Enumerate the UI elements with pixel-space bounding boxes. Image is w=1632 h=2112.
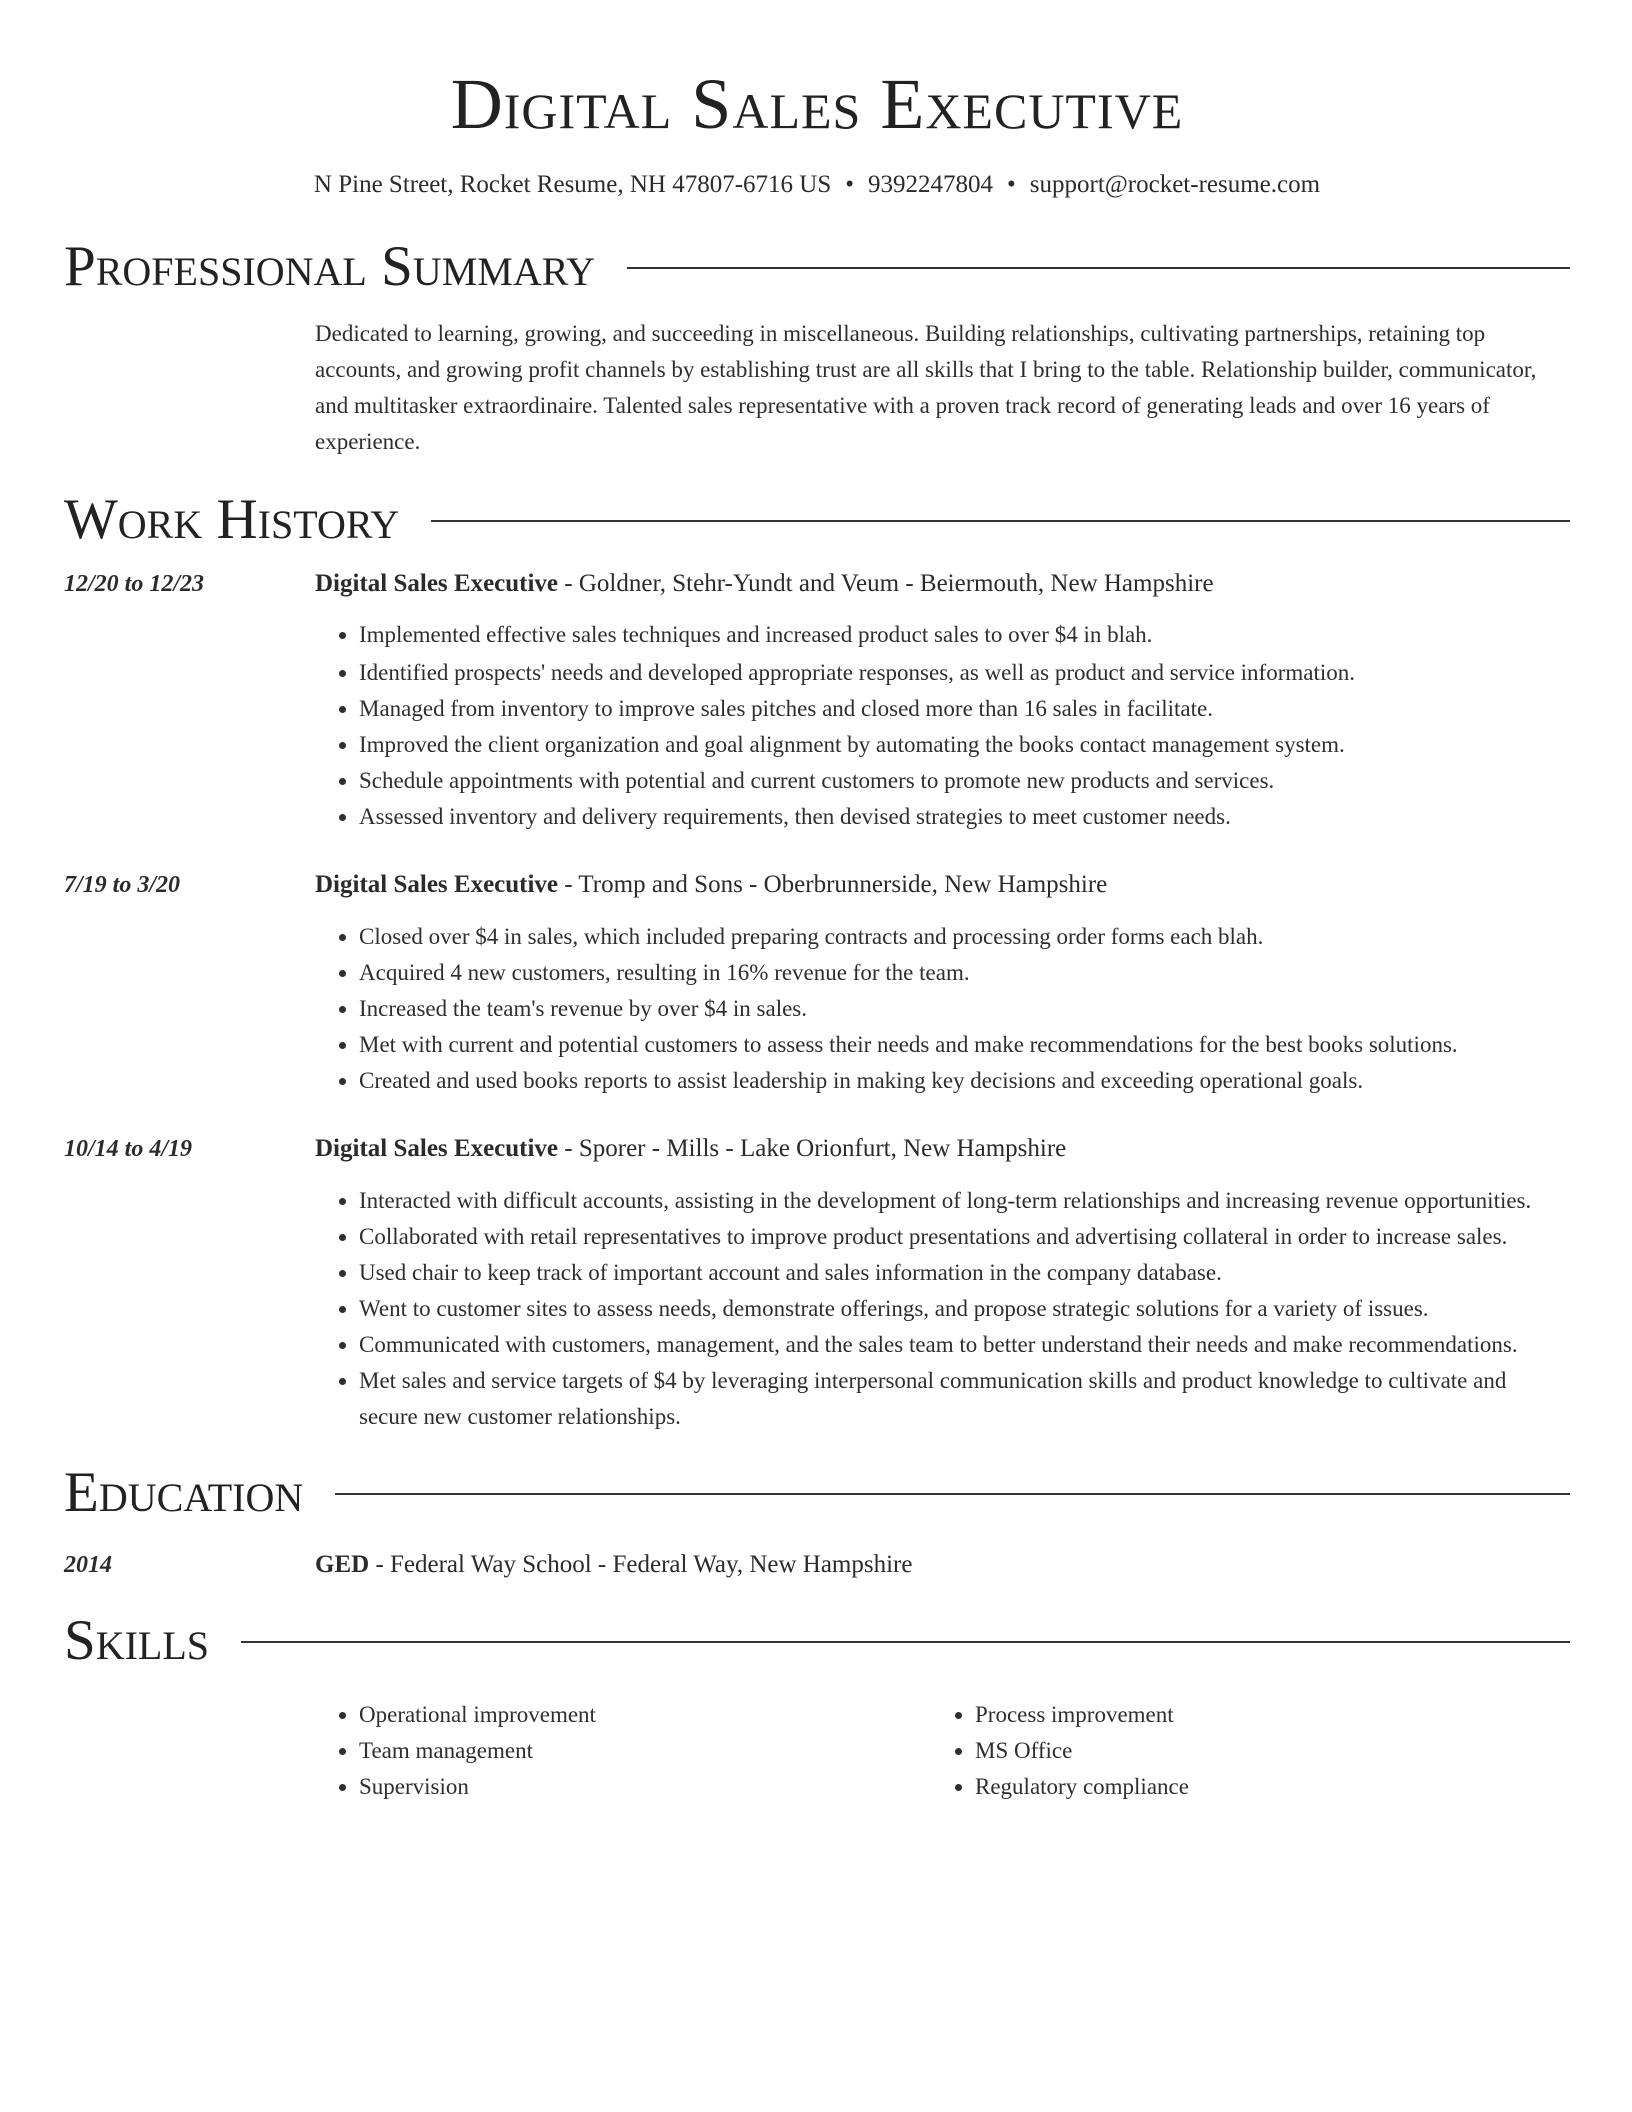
education-year: 2014	[64, 1552, 112, 1578]
list-item: • Improved the client organization and goal alignment by automating the books contact management system.	[359, 727, 1570, 763]
list-item: • Schedule appointments with potential and current customers to promote new products and services.	[359, 763, 1570, 799]
job-bullets	[315, 617, 1570, 835]
job-title-line	[315, 566, 1214, 602]
contact-line	[64, 170, 1570, 200]
skills-section-header	[64, 1609, 1570, 1673]
job-dates: 7/19 to 3/20	[64, 872, 181, 898]
job-entry	[64, 1131, 1570, 1435]
skill-item: • Team management	[359, 1733, 931, 1769]
section-divider	[627, 267, 1570, 269]
job-title: Digital Sales Executive	[315, 570, 559, 597]
job-title-line	[315, 1131, 1066, 1167]
job-dates: 12/20 to 12/23	[64, 571, 205, 597]
list-item: • Used chair to keep track of important account and sales information in the company database.	[359, 1255, 1570, 1291]
skills-heading: Skills	[64, 1609, 210, 1672]
list-item: • Met with current and potential customers to assess their needs and make recommendations for the best books solutions.	[359, 1027, 1570, 1063]
work-heading: Work History	[64, 488, 400, 551]
job-details: - Goldner, Stehr-Yundt and Veum - Beiermouth, New Hampshire	[558, 570, 1214, 597]
education-section-header	[64, 1461, 1570, 1525]
job-bullets	[315, 1183, 1570, 1435]
job-title: Digital Sales Executive	[315, 1135, 559, 1162]
section-divider	[335, 1493, 1570, 1495]
summary-section-header	[64, 235, 1570, 299]
skill-item: • Process improvement	[975, 1697, 1547, 1733]
skill-item: • MS Office	[975, 1733, 1547, 1769]
contact-separator: •	[1007, 171, 1016, 198]
contact-phone: 9392247804	[868, 171, 993, 198]
resume-page	[64, 0, 1570, 1805]
list-item: • Managed from inventory to improve sales pitches and closed more than 16 sales in facilitate.	[359, 691, 1570, 727]
section-divider	[431, 520, 1570, 522]
skill-item: • Operational improvement	[359, 1697, 931, 1733]
list-item: • Went to customer sites to assess needs, demonstrate offerings, and propose strategic solutions for a variety of issues.	[359, 1291, 1570, 1327]
skill-item: • Regulatory compliance	[975, 1769, 1547, 1805]
list-item: • Created and used books reports to assist leadership in making key decisions and exceeding operational goals.	[359, 1063, 1570, 1099]
list-item: • Implemented effective sales techniques and increased product sales to over $4 in blah.	[359, 617, 1570, 653]
section-divider	[241, 1641, 1570, 1643]
job-entry	[64, 867, 1570, 1099]
list-item: • Met sales and service targets of $4 by leveraging interpersonal communication skills and product knowledge to cultivate and secure new customer relationships.	[359, 1363, 1570, 1435]
list-item: • Assessed inventory and delivery requirements, then devised strategies to meet customer needs.	[359, 799, 1570, 835]
job-title: Digital Sales Executive	[315, 871, 559, 898]
job-bullets	[315, 919, 1570, 1099]
list-item: • Increased the team's revenue by over $4 in sales.	[359, 991, 1570, 1027]
job-entry	[64, 566, 1570, 835]
education-degree: GED	[315, 1551, 370, 1578]
list-item: • Acquired 4 new customers, resulting in 16% revenue for the team.	[359, 955, 1570, 991]
list-item: • Collaborated with retail representatives to improve product presentations and advertising collateral in order to increase sales.	[359, 1219, 1570, 1255]
job-dates: 10/14 to 4/19	[64, 1136, 193, 1162]
skills-column-right	[931, 1697, 1547, 1805]
contact-email: support@rocket-resume.com	[1029, 171, 1321, 198]
education-entry	[64, 1547, 1570, 1583]
list-item: • Communicated with customers, management, and the sales team to better understand their needs and make recommendations.	[359, 1327, 1570, 1363]
skills-grid	[315, 1697, 1570, 1805]
job-title-line	[315, 867, 1107, 903]
job-header	[64, 1131, 1570, 1167]
list-item: • Identified prospects' needs and developed appropriate responses, as well as product and service information.	[359, 655, 1570, 691]
candidate-name: Digital Sales Executive	[450, 64, 1184, 144]
summary-heading: Professional Summary	[64, 235, 596, 298]
job-header	[64, 867, 1570, 903]
skills-column-left	[315, 1697, 931, 1805]
education-details: - Federal Way School - Federal Way, New Hampshire	[369, 1551, 913, 1578]
contact-address: N Pine Street, Rocket Resume, NH 47807-6716 US	[313, 171, 832, 198]
skill-item: • Supervision	[359, 1769, 931, 1805]
job-details: - Sporer - Mills - Lake Orionfurt, New Hampshire	[558, 1135, 1067, 1162]
list-item: • Interacted with difficult accounts, assisting in the development of long-term relationships and increasing revenue opportunities.	[359, 1183, 1570, 1219]
job-details: - Tromp and Sons - Oberbrunnerside, New Hampshire	[558, 871, 1108, 898]
education-line	[315, 1547, 912, 1583]
contact-separator: •	[845, 171, 854, 198]
job-header	[64, 566, 1570, 602]
education-heading: Education	[64, 1461, 304, 1524]
list-item: • Closed over $4 in sales, which included preparing contracts and processing order forms each blah.	[359, 919, 1570, 955]
summary-text: Dedicated to learning, growing, and succeeding in miscellaneous. Building relationships, cultivating partnerships, retaining top accounts, and growing profit channels by establishing trust are all skills that I bring to the table. Relationship builder, communicator, and multitasker extraordinaire. Talented sales representative with a proven track record of generating leads and over 16 years of experience.	[315, 321, 1537, 454]
work-section-header	[64, 488, 1570, 552]
